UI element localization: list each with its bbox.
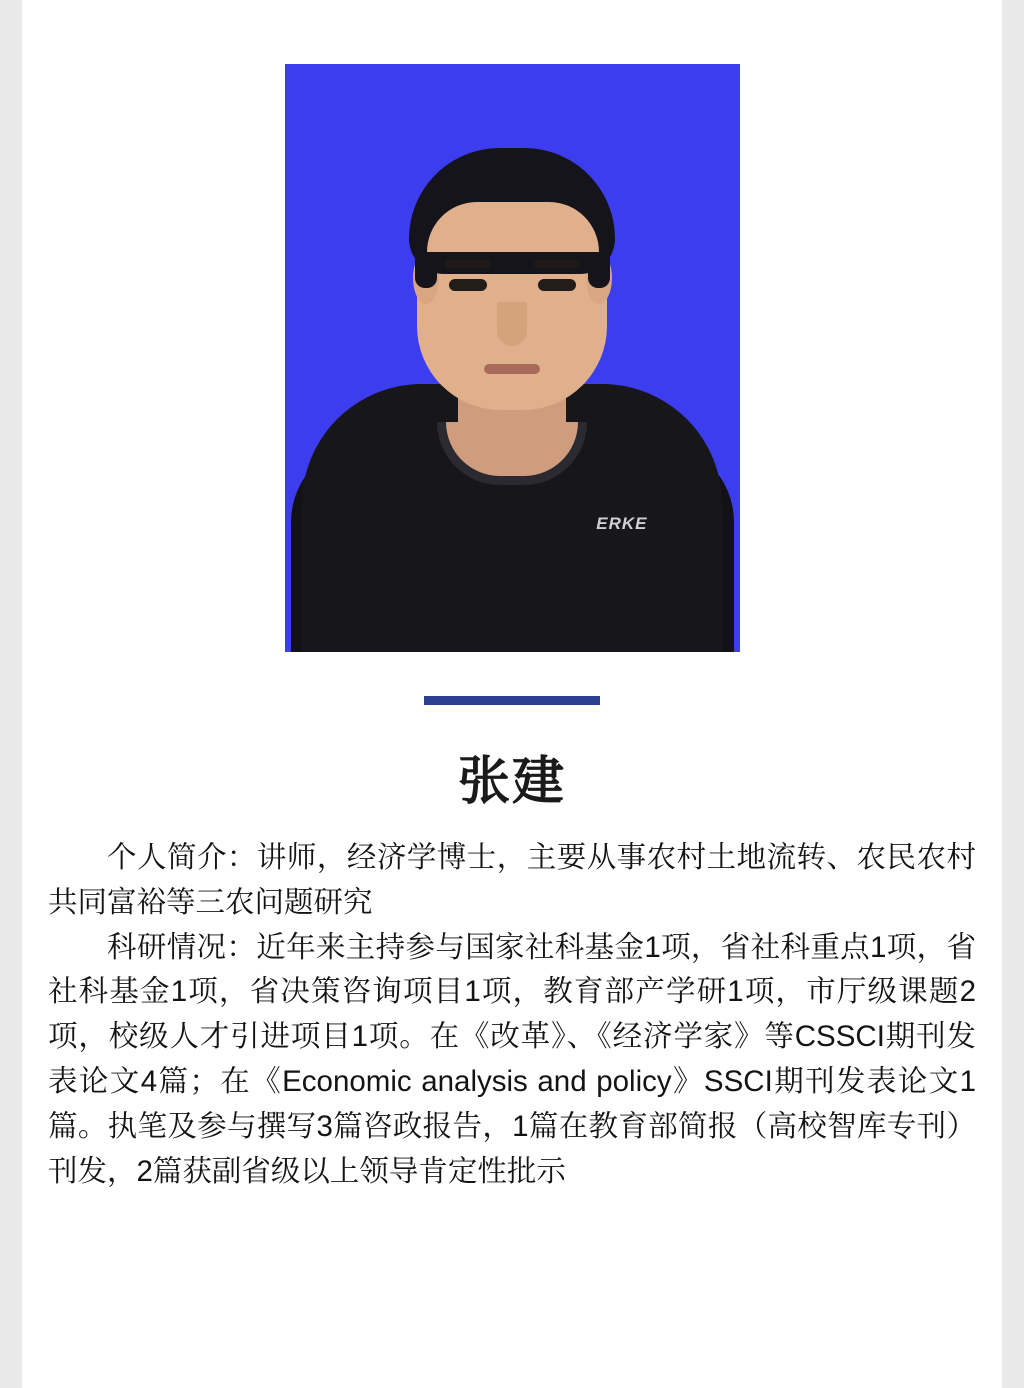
portrait-photo (285, 64, 740, 652)
eye-left-shape (449, 279, 487, 291)
profile-page (22, 0, 1002, 1388)
paragraph-research: 科研情况：近年来主持参与国家社科基金1项，省社科重点1项，省社科基金1项，省决策咨询项目1项，教育部产学研1项，市厅级课题2项，校级人才引进项目1项。在《改革》、《经济学家》等CSSCI期刊发表论文4篇；在《Economic analysis and policy》SSCI期刊发表论文1篇。执笔及参与撰写3篇咨政报告，1篇在教育部简报（高校智库专刊）刊发，2篇获副省级以上领导肯定性批示 (48, 930, 976, 1188)
paragraph-introduction: 个人简介：讲师，经济学博士，主要从事农村土地流转、农民农村共同富裕等三农问题研究 (48, 841, 976, 919)
page-title: 张建 (457, 753, 566, 811)
mouth-shape (484, 364, 540, 374)
nose-shape (497, 302, 527, 346)
profile-description (48, 836, 976, 1195)
title-divider (424, 696, 600, 705)
portrait-image (285, 64, 740, 652)
eyebrow-right-shape (534, 260, 580, 268)
apparel-brand-label: ERKE (596, 514, 648, 533)
eye-right-shape (538, 279, 576, 291)
hair-shape (409, 148, 615, 274)
eyebrow-left-shape (445, 260, 491, 268)
